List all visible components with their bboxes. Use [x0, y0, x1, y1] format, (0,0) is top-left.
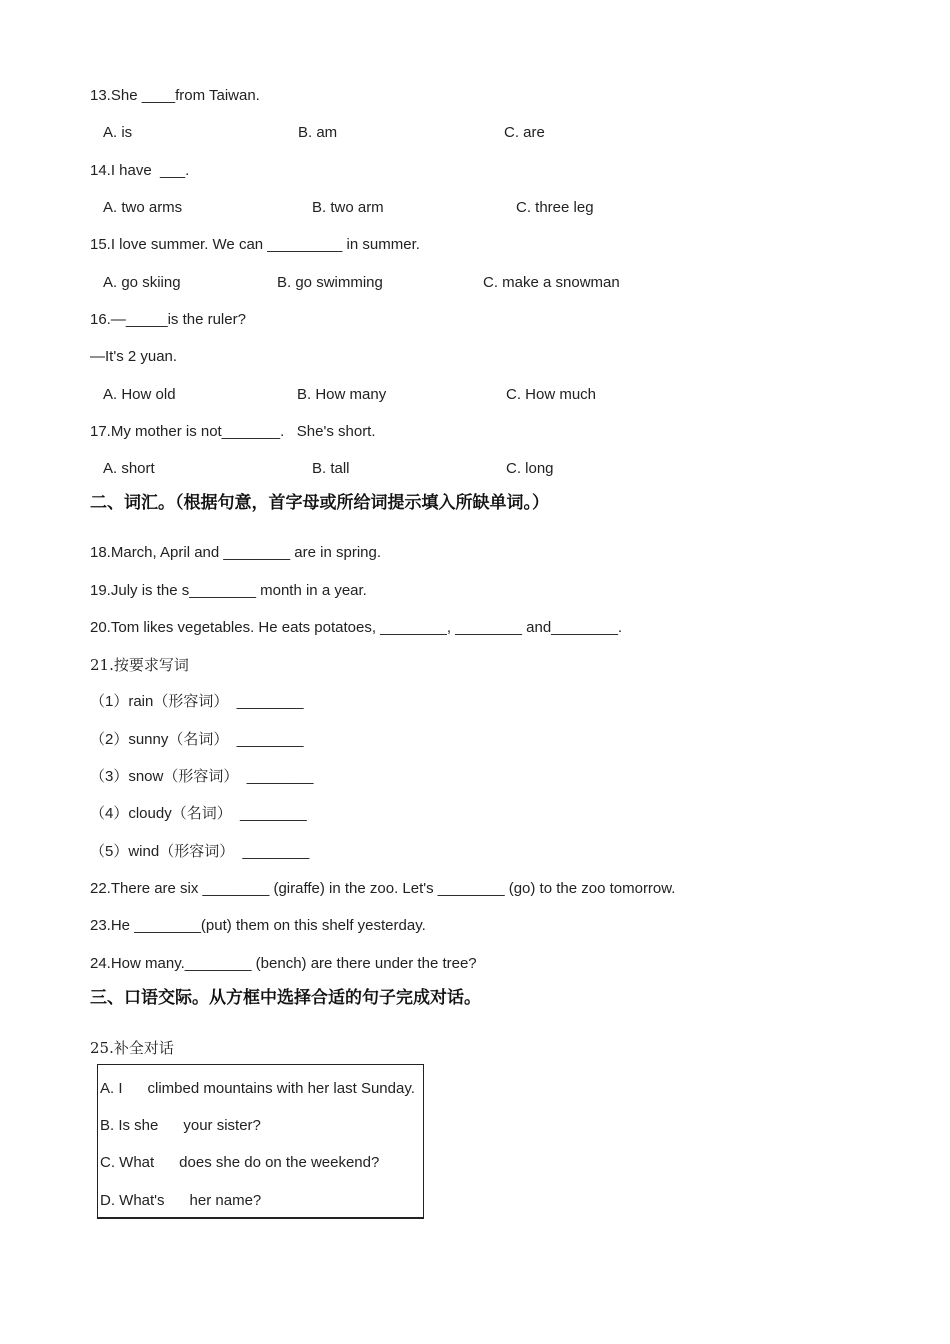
- question-17-option-a: A. short: [103, 460, 155, 477]
- question-14-option-b: B. two arm: [312, 199, 384, 216]
- question-13-option-b: B. am: [298, 124, 338, 141]
- question-16-option-a: A. How old: [103, 386, 176, 403]
- question-21-item-1: （1）rain（形容词） ________: [90, 693, 304, 710]
- dialogue-option-d: D. What's her name?: [100, 1192, 262, 1209]
- question-15-option-c: C. make a snowman: [483, 274, 620, 291]
- question-17-option-c: C. long: [506, 460, 554, 477]
- question-16-stem: 16.—_____is the ruler?: [90, 311, 246, 328]
- dialogue-option-b: B. Is she your sister?: [100, 1117, 261, 1134]
- question-13-option-a: A. is: [103, 124, 133, 141]
- question-16-option-c: C. How much: [506, 386, 597, 403]
- question-21-item-4: （4）cloudy（名词） ________: [90, 805, 307, 822]
- question-15-option-a: A. go skiing: [103, 274, 181, 291]
- question-14-option-c: C. three leg: [516, 199, 594, 216]
- question-15-stem: 15.I love summer. We can _________ in summer.: [90, 236, 420, 253]
- question-21-item-2: （2）sunny（名词） ________: [90, 731, 304, 748]
- question-15-option-b: B. go swimming: [277, 274, 383, 291]
- question-13-stem: 13.She ____from Taiwan.: [90, 87, 260, 104]
- question-14-stem: 14.I have ___.: [90, 162, 190, 179]
- question-19: 19.July is the s________ month in a year.: [90, 582, 367, 599]
- dialogue-option-c: C. What does she do on the weekend?: [100, 1154, 380, 1171]
- question-25-stem: 25.补全对话: [90, 1039, 174, 1057]
- question-24: 24.How many.________ (bench) are there under the tree?: [90, 955, 477, 972]
- section-3-heading: 三、口语交际。从方框中选择合适的句子完成对话。: [90, 988, 481, 1008]
- question-13-option-c: C. are: [504, 124, 545, 141]
- question-22: 22.There are six ________ (giraffe) in the zoo. Let's ________ (go) to the zoo tomorrow.: [90, 880, 676, 897]
- dialogue-options-box: [97, 1064, 424, 1219]
- question-18: 18.March, April and ________ are in spring.: [90, 544, 382, 561]
- question-21-item-3: （3）snow（形容词） ________: [90, 768, 314, 785]
- question-17-stem: 17.My mother is not_______. She's short.: [90, 423, 376, 440]
- dialogue-option-a: A. I climbed mountains with her last Sunday.: [100, 1080, 415, 1097]
- section-2-heading: 二、词汇。（根据句意，首字母或所给词提示填入所缺单词。）: [90, 493, 549, 513]
- question-21-item-5: （5）wind（形容词） ________: [90, 843, 310, 860]
- question-21-stem: 21.按要求写词: [90, 656, 189, 674]
- question-20: 20.Tom likes vegetables. He eats potatoes, ________, ________ and________.: [90, 619, 623, 636]
- question-17-option-b: B. tall: [312, 460, 350, 477]
- question-14-option-a: A. two arms: [103, 199, 183, 216]
- question-16-reply: —It's 2 yuan.: [90, 348, 178, 365]
- question-23: 23.He ________(put) them on this shelf yesterday.: [90, 917, 426, 934]
- question-16-option-b: B. How many: [297, 386, 387, 403]
